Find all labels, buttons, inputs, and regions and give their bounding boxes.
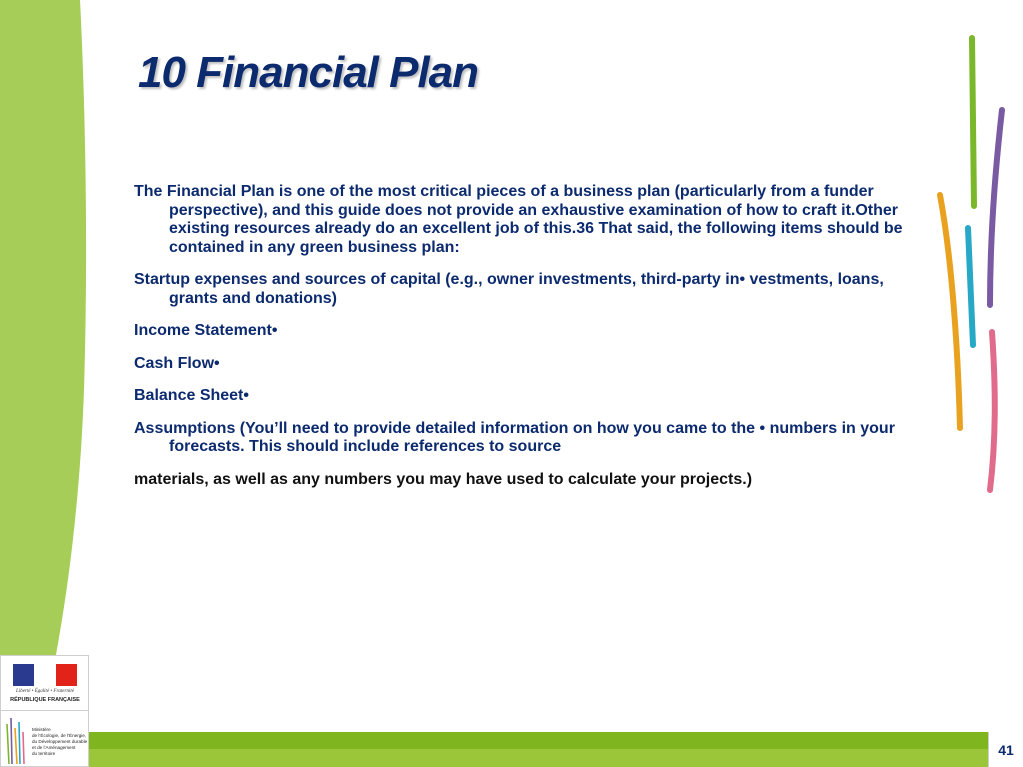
slide-title: 10 Financial Plan <box>138 48 479 97</box>
footer-band <box>89 732 990 767</box>
ministry-name: Ministère de l’Écologie, de l’Énergie, du Développement durable et de l’Aménagement du territoire <box>32 727 88 756</box>
footer-band-bottom <box>89 749 990 767</box>
body-paragraph-balance-sheet: Balance Sheet• <box>134 387 249 404</box>
page-number: 41 <box>998 741 1014 758</box>
ministry-lines-icon <box>5 718 29 766</box>
body-paragraph-cash-flow: Cash Flow• <box>134 354 220 372</box>
deco-stripe-green <box>972 38 974 206</box>
body-paragraph-assumptions: Assumptions (You’ll need to provide detailed information on how you came to the • numbers in your forecasts. This should include references to source <box>134 419 895 455</box>
body-paragraph-intro: The Financial Plan is one of the most critical pieces of a business plan (particularly from a funder perspective), and this guide does not provide an exhaustive examination of how to craft it.Other existing resources already do an excellent job of this.36 That said, the following items should be contained in any green business plan: <box>134 183 903 256</box>
slide-body <box>134 183 924 503</box>
deco-stripe-pink <box>990 332 995 490</box>
deco-stripe-orange <box>940 195 960 428</box>
deco-stripe-teal <box>968 228 973 345</box>
deco-stripe-purple <box>990 110 1002 305</box>
republic-name: RÉPUBLIQUE FRANÇAISE <box>10 697 80 703</box>
republic-motto: Liberté • Égalité • Fraternité <box>16 689 74 694</box>
decorative-stripes <box>920 30 1010 500</box>
footer-band-top <box>89 732 990 749</box>
logo-divider <box>1 710 88 711</box>
body-paragraph-income-statement: Income Statement• <box>134 322 278 339</box>
french-flag-marianne-icon <box>13 664 77 686</box>
body-paragraph-materials: materials, as well as any numbers you may have used to calculate your projects.) <box>134 470 753 488</box>
left-decorative-band <box>0 0 95 660</box>
body-paragraph-startup-expenses: Startup expenses and sources of capital (e.g., owner investments, third-party in• vestments, loans, grants and donations) <box>134 271 884 307</box>
ministry-logo <box>0 655 89 767</box>
page-number-box <box>988 732 1023 767</box>
